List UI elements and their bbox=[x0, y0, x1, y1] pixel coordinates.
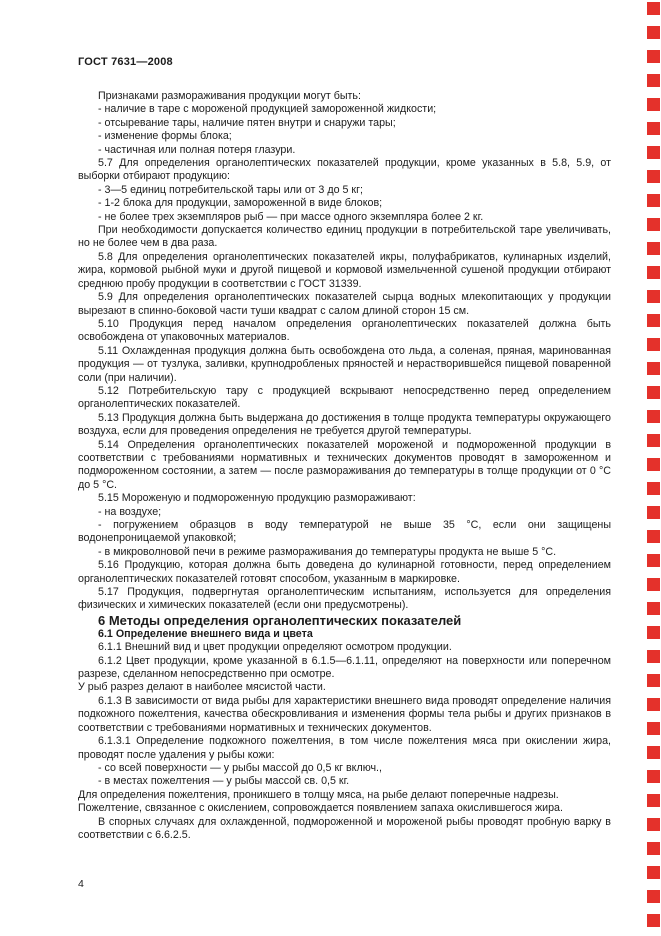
paragraph: В спорных случаях для охлажденной, подмороженной и мороженой рыбы проводят пробную варку в соответствии с 6.6.2.5. bbox=[78, 815, 611, 841]
paragraph: 6.1.3 В зависимости от вида рыбы для характеристики внешнего вида проводят определение наличия подкожного пожелтения, качества обескровливания и изменения формы тела рыбы и других признаков в соответствии с требованиями нормативных и технических документов. bbox=[78, 694, 611, 734]
list-item: - со всей поверхности — у рыбы массой до 0,5 кг включ., bbox=[98, 761, 382, 774]
paragraph: 5.7 Для определения органолептических показателей продукции, кроме указанных в 5.8, 5.9, от выборки отбирают продукцию: bbox=[78, 157, 611, 183]
subsection-heading: 6.1 Определение внешнего вида и цвета bbox=[98, 627, 313, 640]
paragraph: 6.1.1 Внешний вид и цвет продукции определяют осмотром продукции. bbox=[98, 641, 452, 654]
page-number: 4 bbox=[78, 878, 84, 890]
list-item: - частичная или полная потеря глазури. bbox=[98, 143, 296, 156]
redaction-marker-strip bbox=[647, 2, 660, 936]
list-item: - не более трех экземпляров рыб — при массе одного экземпляра более 2 кг. bbox=[98, 210, 484, 223]
paragraph: 5.11 Охлажденная продукция должна быть освобождена ото льда, а соленая, пряная, маринованная продукция — от тузлука, заливки, крупнодробленых пряностей и нерастворившейся пищевой поваренной соли (при наличии). bbox=[78, 344, 611, 384]
list-item: - в местах пожелтения — у рыбы массой св. 0,5 кг. bbox=[98, 775, 350, 788]
list-item: - погружением образцов в воду температурой не выше 35 °С, если они защищены водонепроницаемой упаковкой; bbox=[78, 519, 611, 545]
paragraph: 6.1.2 Цвет продукции, кроме указанной в 6.1.5—6.1.11, определяют на поверхности или поперечном разрезе, сделанном непосредственно при осмотре. bbox=[78, 654, 611, 681]
list-item: - в микроволновой печи в режиме размораживания до температуры продукта не выше 5 °С. bbox=[98, 545, 557, 558]
paragraph: 6.1.3.1 Определение подкожного пожелтения, в том числе пожелтения мяса при окислении жира, проводят после удаления у рыбы кожи: bbox=[78, 735, 611, 761]
list-item: - отсыревание тары, наличие пятен внутри и снаружи тары; bbox=[98, 116, 396, 129]
document-body bbox=[78, 90, 611, 842]
paragraph: При необходимости допускается количество единиц продукции в потребительской таре увеличивать, но не более чем в два раза. bbox=[78, 224, 611, 250]
paragraph: 5.16 Продукцию, которая должна быть доведена до кулинарной готовности, перед определением органолептических показателей готовят способом, указанным в маркировке. bbox=[78, 559, 611, 585]
paragraph: 5.15 Мороженую и подмороженную продукцию размораживают: bbox=[98, 492, 416, 505]
paragraph: 5.9 Для определения органолептических показателей сырца водных млекопитающих у продукции вырезают в спинно-боковой части туши квадрат с салом длиной сторон 15 см. bbox=[78, 291, 611, 317]
paragraph: 5.10 Продукция перед началом определения органолептических показателей должна быть освобождена от упаковочных материалов. bbox=[78, 317, 611, 344]
paragraph: 5.14 Определения органолептических показателей мороженой и подмороженной продукции в соответствии с требованиями нормативных и технических документов проводят в замороженном и подмороженном состоянии, а затем — после размораживания до температуры в толще продукции от 0 °С до 5 °С. bbox=[78, 438, 611, 491]
document-code: ГОСТ 7631—2008 bbox=[78, 56, 173, 68]
list-item: - 1-2 блока для продукции, замороженной в виде блоков; bbox=[98, 197, 383, 210]
paragraph: 5.12 Потребительскую тару с продукцией вскрывают непосредственно перед определением органолептических показателей. bbox=[78, 384, 611, 411]
paragraph: Признаками размораживания продукции могут быть: bbox=[98, 90, 361, 102]
paragraph: Пожелтение, связанное с окислением, сопровождается появлением запаха окислившегося жира. bbox=[78, 802, 563, 815]
list-item: - 3—5 единиц потребительской тары или от 3 до 5 кг; bbox=[98, 183, 363, 196]
paragraph: 5.8 Для определения органолептических показателей икры, полуфабрикатов, кулинарных изделий, жира, кормовой рыбной муки и другой пищевой и кормовой измельченной сушеной продукции отбирают среднюю пробу продукции в соответствии с ГОСТ 31339. bbox=[78, 250, 611, 290]
list-item: - наличие в таре с мороженой продукцией замороженной жидкости; bbox=[98, 103, 437, 116]
list-item: - на воздухе; bbox=[98, 505, 162, 518]
paragraph: Для определения пожелтения, проникшего в толщу мяса, на рыбе делают поперечные надрезы. bbox=[78, 788, 559, 801]
section-heading: 6 Методы определения органолептических показателей bbox=[98, 612, 462, 628]
paragraph: 5.17 Продукция, подвергнутая органолептическим испытаниям, используется для определения физических и химических показателей (если они предусмотрены). bbox=[78, 586, 611, 612]
paragraph: У рыб разрез делают в наиболее мясистой части. bbox=[78, 681, 326, 694]
paragraph: 5.13 Продукция должна быть выдержана до достижения в толще продукта температуры окружающего воздуха, если для проведения определения не требуется другой температуры. bbox=[78, 411, 611, 438]
list-item: - изменение формы блока; bbox=[98, 130, 232, 143]
